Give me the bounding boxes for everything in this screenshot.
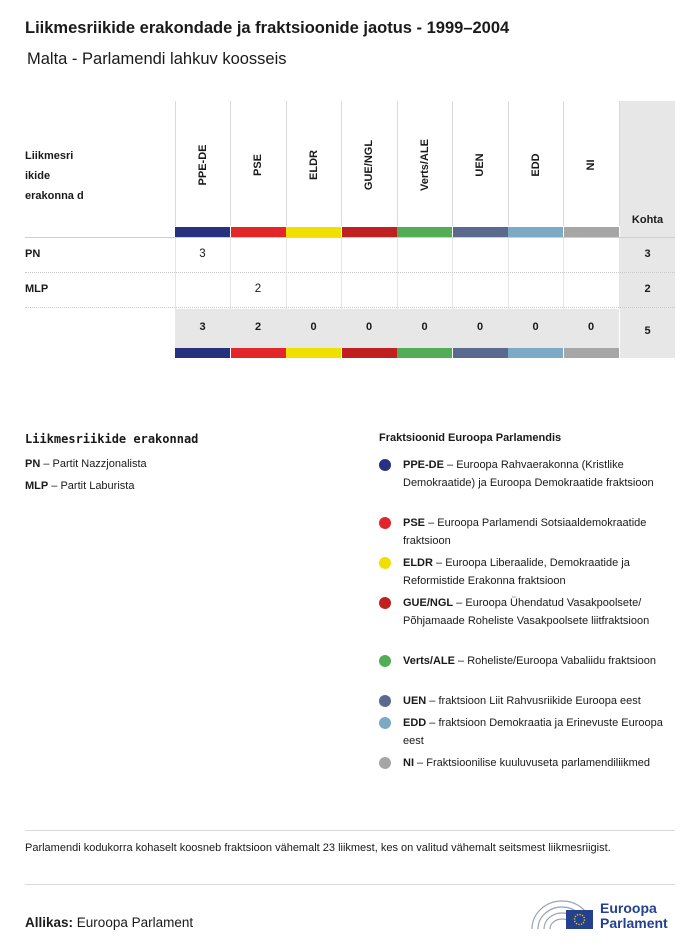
total-column-background	[620, 101, 675, 358]
legend-group-code: PSE	[403, 517, 426, 529]
row-party-label: MLP	[25, 283, 49, 295]
table-cell: 3	[199, 248, 206, 260]
legend-group-name: Roheliste/Euroopa Vabaliidu fraktsioon	[467, 655, 656, 667]
page-title: Liikmesriikide erakondade ja fraktsioonide jaotus - 1999–2004	[25, 19, 510, 37]
total-column-label: Kohta	[631, 214, 664, 226]
group-color-bar	[453, 227, 508, 237]
legend-group-name: Euroopa Ühendatud Vasakpoolsete/ Põhjamaade Roheliste Vasakpoolsete liitfraktsioon	[403, 597, 650, 627]
column-header-edd	[508, 101, 563, 226]
row-header-label: Liikmesri ikide erakonna d	[25, 150, 84, 202]
column-header-vertsale	[397, 101, 452, 226]
group-color-bar	[286, 348, 341, 358]
legend-group-text: UEN – fraktsioon Liit Rahvusriikide Euroopa eest	[403, 695, 641, 707]
column-header-label: Verts/ALE	[418, 139, 431, 191]
column-header-label: GUE/NGL	[363, 139, 375, 191]
grand-total: 5	[644, 325, 651, 337]
legend-color-dot-icon	[379, 517, 391, 529]
group-color-bar	[564, 227, 619, 237]
source-label: Allikas:	[25, 915, 74, 930]
legend-group-name: fraktsioon Demokraatia ja Erinevuste Euroopa eest	[403, 717, 663, 747]
group-color-bar	[231, 348, 286, 358]
column-total: 0	[421, 321, 428, 333]
legend-group-text: PPE-DE – Euroopa Rahvaerakonna (Kristlike Demokraatide) ja Euroopa Demokraatide fraktsioon	[403, 459, 654, 489]
legend-group-name: fraktsioon Liit Rahvusriikide Euroopa eest	[438, 695, 641, 707]
legend-party-name: Partit Nazzjonalista	[52, 458, 147, 470]
legend-group-name: Euroopa Parlamendi Sotsiaaldemokraatide fraktsioon	[403, 517, 647, 547]
column-separator	[619, 101, 620, 226]
group-color-bar	[453, 348, 508, 358]
row-total: 3	[644, 248, 651, 260]
legend-group-code: ELDR	[403, 557, 433, 569]
column-header-label: PSE	[252, 153, 264, 177]
column-header-ni	[564, 101, 619, 226]
legend-group-text: PSE – Euroopa Parlamendi Sotsiaaldemokraatide fraktsioon	[403, 517, 647, 547]
footer-divider-top	[25, 830, 675, 831]
legend-group-text: NI – Fraktsioonilise kuuluvuseta parlamendiliikmed	[403, 757, 651, 769]
column-total: 2	[254, 321, 262, 333]
row-divider	[25, 272, 675, 273]
legend-party-item: MLP – Partit Laburista	[25, 480, 135, 492]
column-separator	[508, 237, 509, 309]
column-header-label: EDD	[529, 153, 542, 177]
column-header-label: UEN	[474, 153, 486, 177]
source-value: Euroopa Parlament	[76, 915, 194, 930]
group-color-bar	[508, 348, 563, 358]
legend-group-code: UEN	[403, 695, 427, 707]
group-color-bar	[397, 227, 452, 237]
legend-group-text: EDD – fraktsioon Demokraatia ja Erinevuste Euroopa eest	[403, 717, 663, 747]
column-header-guengl	[342, 101, 397, 226]
group-color-bar	[175, 348, 230, 358]
legend-color-dot-icon	[379, 717, 391, 729]
european-parliament-logo	[530, 893, 680, 933]
page-subtitle: Malta - Parlamendi lahkuv koosseis	[27, 50, 287, 68]
column-total: 0	[365, 321, 373, 333]
column-header-uen	[453, 101, 508, 226]
header-bottom-line	[25, 237, 675, 238]
column-header-label: NI	[585, 159, 597, 171]
legend-party-item: PN – Partit Nazzjonalista	[25, 458, 147, 470]
column-header-label: ELDR	[307, 150, 320, 180]
column-header-pse	[231, 101, 286, 226]
legend-group-name: Fraktsioonilise kuuluvuseta parlamendiliikmed	[426, 757, 651, 769]
group-color-bar	[342, 227, 397, 237]
legend-color-dot-icon	[379, 757, 391, 769]
legend-group-code: Verts/ALE	[403, 655, 455, 667]
row-divider	[25, 307, 675, 308]
legend-party-name: Partit Laburista	[60, 480, 135, 492]
column-total: 3	[199, 321, 206, 333]
legend-color-dot-icon	[379, 655, 391, 667]
group-color-bar	[342, 348, 397, 358]
legend-group-name: Euroopa Liberaalide, Demokraatide ja Reformistide Erakonna fraktsioon	[403, 557, 630, 587]
legend-group-text: Verts/ALE – Roheliste/Euroopa Vabaliidu fraktsioon	[403, 655, 656, 667]
group-color-bar	[564, 348, 619, 358]
column-separator	[230, 237, 231, 309]
column-header-ppede	[175, 101, 230, 226]
group-color-bar	[397, 348, 452, 358]
column-total: 0	[476, 321, 484, 333]
logo-line-2: Parlament	[600, 915, 668, 931]
column-header-label: PPE-DE	[196, 144, 209, 186]
column-separator	[286, 237, 287, 309]
logo-line-1: Euroopa	[600, 900, 657, 916]
legend-party-code: MLP	[25, 480, 49, 492]
column-separator	[563, 237, 564, 309]
legend-groups-title: Fraktsioonid Euroopa Parlamendis	[379, 432, 562, 444]
legend-group-code: PPE-DE	[403, 459, 444, 471]
row-party-label: PN	[25, 248, 41, 260]
legend-group-code: GUE/NGL	[403, 597, 454, 609]
legend-color-dot-icon	[379, 695, 391, 707]
legend-group-code: NI	[403, 757, 414, 769]
legend-color-dot-icon	[379, 557, 391, 569]
legend-parties-title: Liikmesriikide erakonnad	[25, 432, 199, 446]
legend-color-dot-icon	[379, 459, 391, 471]
legend-group-code: EDD	[403, 717, 427, 729]
legend-group-name: Euroopa Rahvaerakonna (Kristlike Demokraatide) ja Euroopa Demokraatide fraktsioon	[403, 459, 654, 489]
table-cell: 2	[254, 283, 262, 295]
group-color-bar	[175, 227, 230, 237]
legend-group-text: ELDR – Euroopa Liberaalide, Demokraatide ja Reformistide Erakonna fraktsioon	[403, 557, 630, 587]
column-header-eldr	[286, 101, 341, 226]
group-color-bar	[286, 227, 341, 237]
group-color-bar	[231, 227, 286, 237]
row-total: 2	[644, 283, 651, 295]
column-separator	[397, 237, 398, 309]
group-color-bar	[508, 227, 563, 237]
footer-divider-bottom	[25, 884, 675, 885]
footer-note: Parlamendi kodukorra kohaselt koosneb fraktsioon vähemalt 23 liikmest, kes on valitud vähemalt seitsmest liikmesriigist.	[25, 842, 611, 854]
column-separator	[452, 237, 453, 309]
legend-color-dot-icon	[379, 597, 391, 609]
column-total: 0	[310, 321, 317, 333]
legend-party-code: PN	[25, 458, 41, 470]
column-total: 0	[587, 321, 595, 333]
column-separator	[341, 237, 342, 309]
source-line	[25, 915, 193, 930]
column-total: 0	[532, 321, 539, 333]
legend-group-text: GUE/NGL – Euroopa Ühendatud Vasakpoolsete/ Põhjamaade Roheliste Vasakpoolsete liitfraktsioon	[403, 597, 650, 627]
